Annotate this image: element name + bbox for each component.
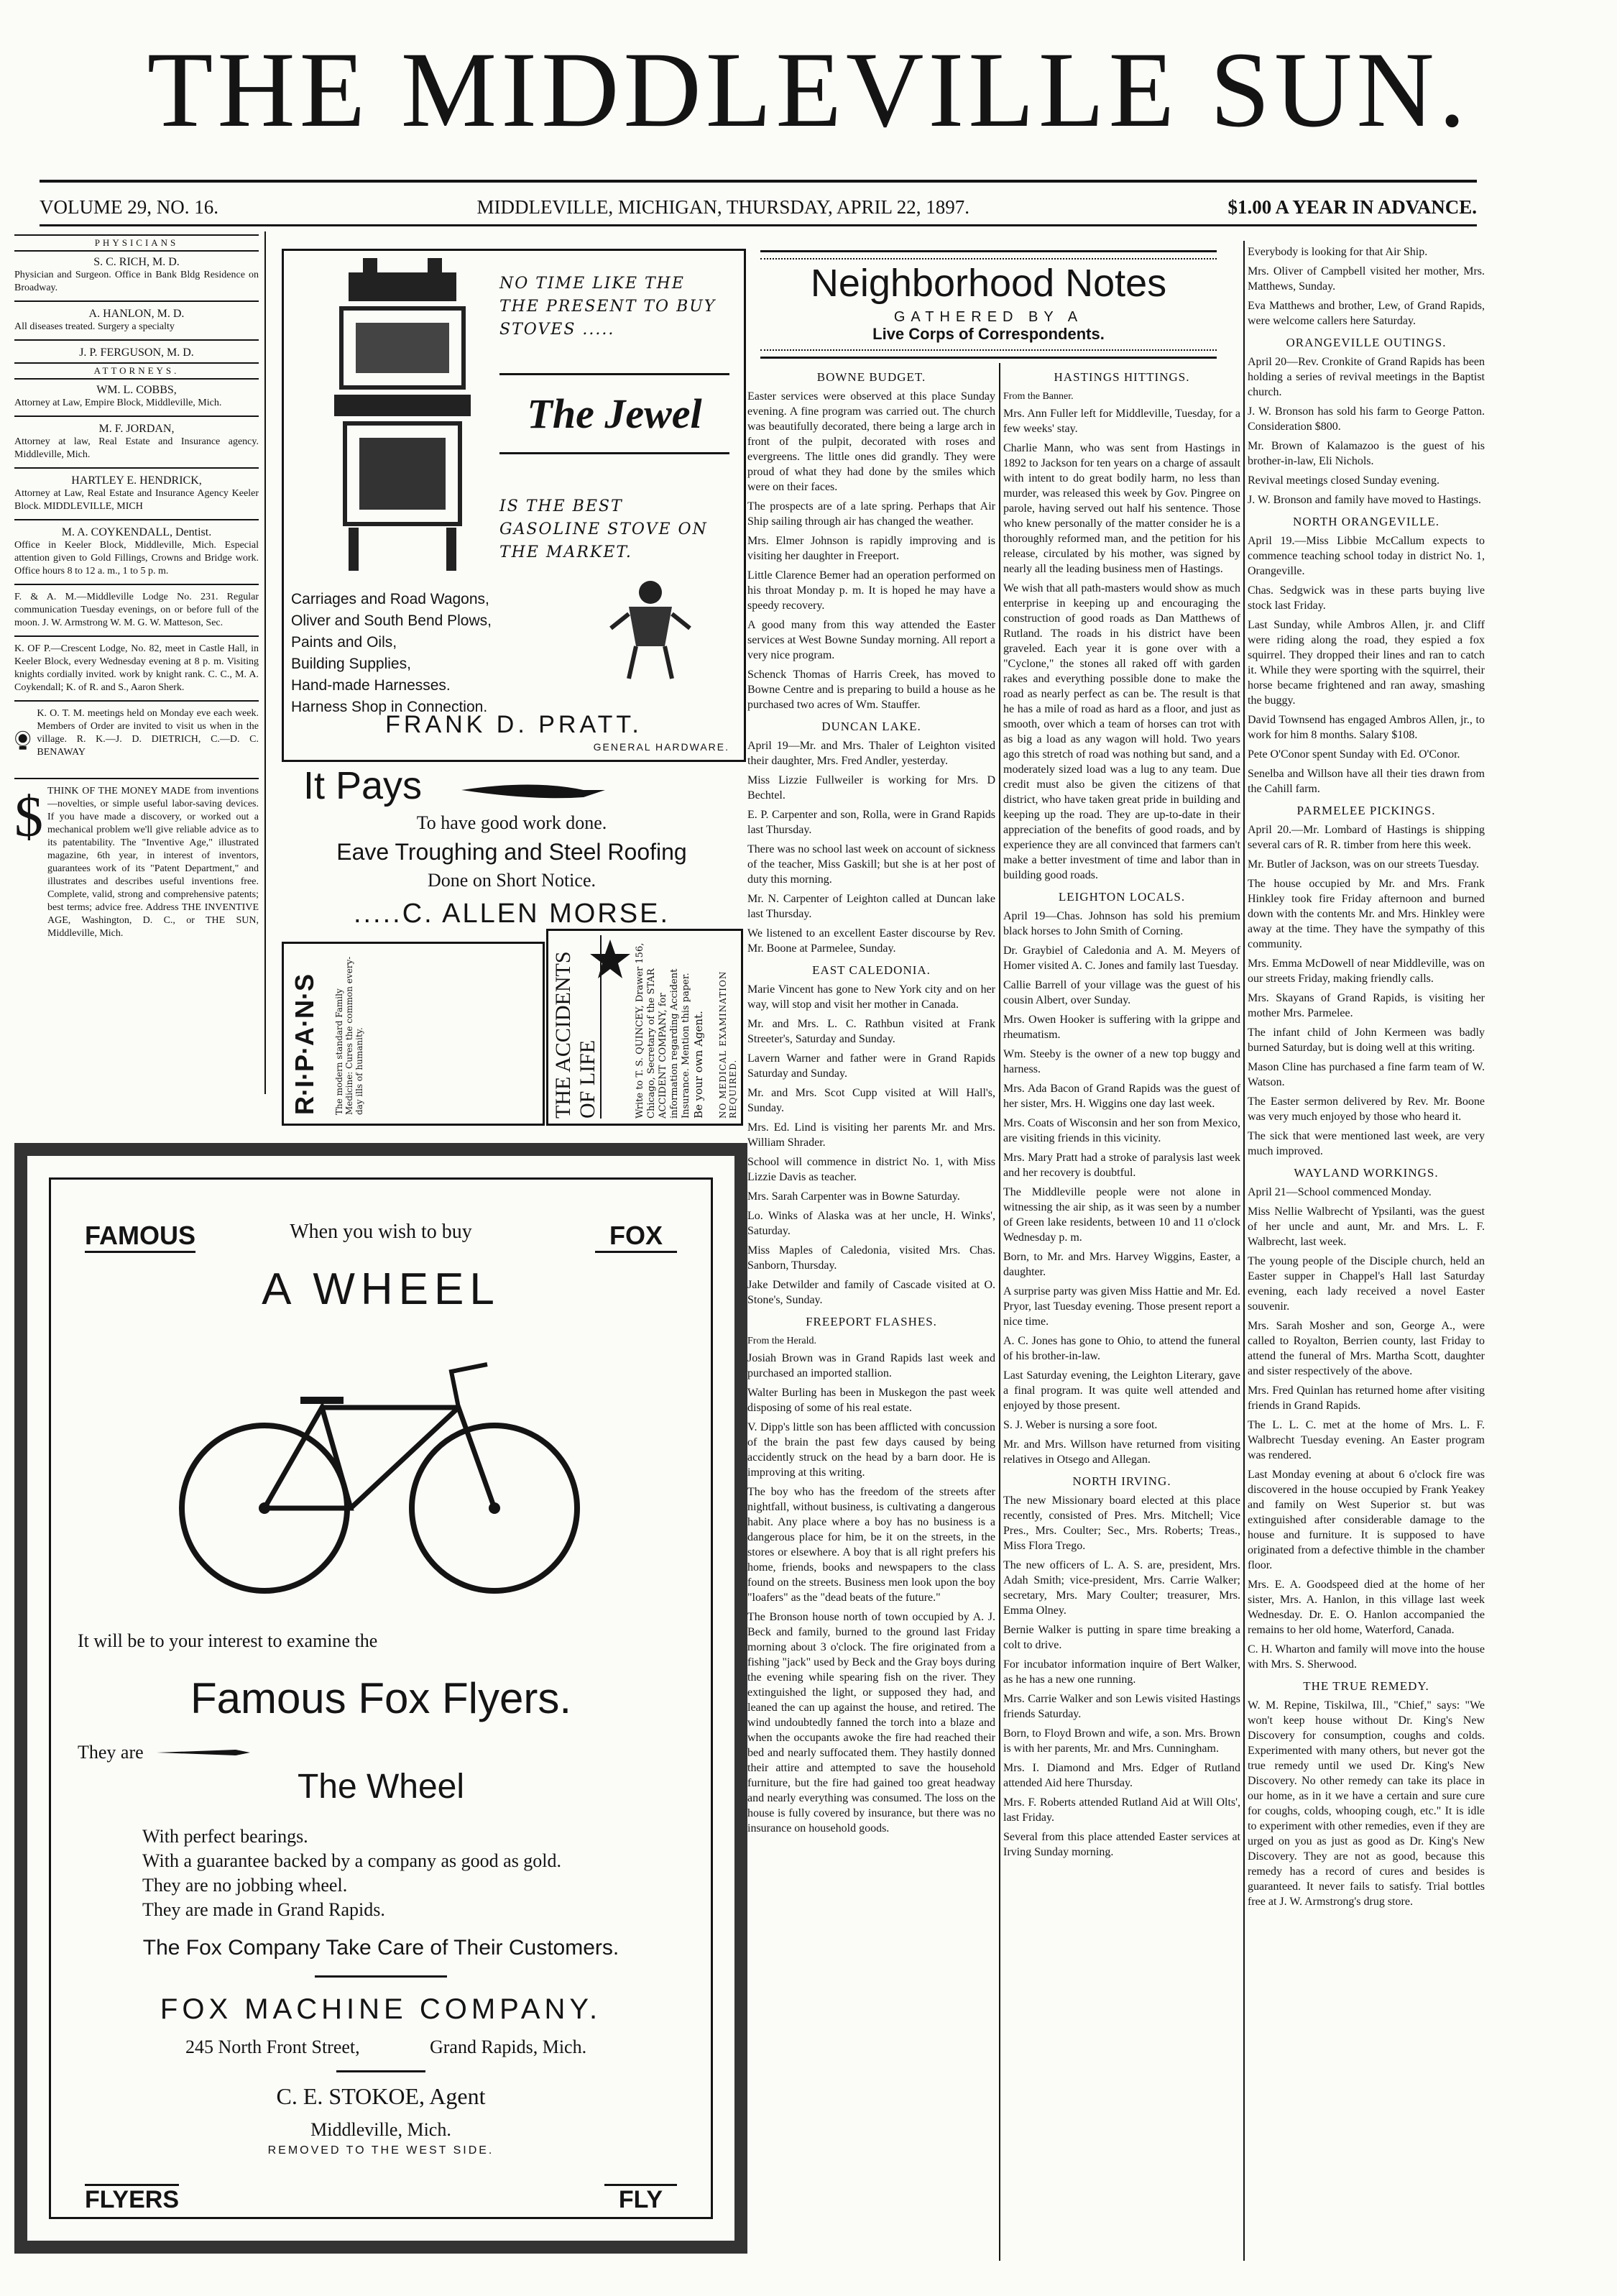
volume-number: VOLUME 29, NO. 16. [40,196,218,218]
paragraph: Mrs. Coats of Wisconsin and her son from Mexico, are visiting friends in this vicinity. [1003,1117,1240,1144]
star-emblem-icon [589,938,632,981]
morse-line-2: Eave Troughing and Steel Roofing [336,839,687,865]
paragraph: Mrs. Ann Fuller left for Middleville, Tuesday, for a few weeks' stay. [1003,408,1240,435]
paragraph: The Middleville people were not alone in witnessing the air ship, as it was seen by a number of Green lake residents, between 10 and 11 o'clock Wednesday p. m. [1003,1186,1240,1244]
the-wheel: The Wheel [297,1768,465,1806]
paragraph: The L. L. C. met at the home of Mrs. L. F. Walbrecht Tuesday evening. An Easter program was rendered. [1248,1419,1485,1461]
paragraph: Mrs. Carrie Walker and son Lewis visited Hastings friends Saturday. [1003,1693,1240,1720]
paragraph: For incubator information inquire of Bert Walker, as he has a new one running. [1003,1658,1240,1686]
source-note: From the Herald. [747,1336,817,1346]
paragraph: Wm. Steeby is the owner of a new top buggy and harness. [1003,1048,1240,1075]
directory-column [14,231,259,1094]
jewel-brand: The Jewel [499,373,729,454]
rich-name: S. C. RICH, M. D. [93,256,180,268]
paragraph: Walter Burling has been in Muskegon the past week disposing of some of his real estate. [747,1387,995,1414]
hendrick-desc: Attorney at Law, Real Estate and Insurance Agency Keeler Block. MIDDLEVILLE, MICH [14,488,259,512]
masthead-rule-top [40,180,1477,183]
heading-parmelee: PARMELEE PICKINGS. [1296,804,1436,817]
news-column-c [1248,244,1485,2261]
ornament-rule [760,349,1217,359]
fox-address: 245 North Front Street, [185,2036,360,2057]
fox-care: The Fox Company Take Care of Their Customers. [142,1936,619,1960]
paragraph: E. P. Carpenter and son, Rolla, were in Grand Rapids last Thursday. [747,809,995,836]
physicians-label: PHYSICIANS [14,234,259,252]
accident-footer: NO MEDICAL EXAMINATION REQUIRED. [718,970,738,1119]
news-column-b [1003,363,1240,2261]
paragraph: Born, to Mr. and Mrs. Harvey Wiggins, Easter, a daughter. [1003,1251,1240,1278]
paragraph: Several from this place attended Easter services at Irving Sunday morning. [1003,1831,1240,1858]
pratt-item: Carriages and Road Wagons, [291,591,489,607]
divider [14,415,259,417]
wheel-features [142,1824,703,1922]
paragraph: Mrs. Ada Bacon of Grand Rapids was the guest of her sister, Mrs. H. Wiggins one day last week. [1003,1083,1240,1110]
paragraph: School will commence in district No. 1, with Miss Lizzie Davis as teacher. [747,1156,995,1183]
ferguson-name: J. P. FERGUSON, M. D. [79,346,194,359]
morse-line-3: Done on Short Notice. [428,870,596,891]
pratt-item: Building Supplies, [291,656,411,672]
fox-agent: C. E. STOKOE, Agent [276,2083,486,2109]
pointer-icon [461,779,605,801]
dollar-sign-icon: $ [14,786,43,849]
ornament-rule [336,2070,425,2072]
divider [14,300,259,302]
paragraph: Mrs. Mary Pratt had a stroke of paralysis last week and her recovery is doubtful. [1003,1152,1240,1179]
paragraph: Mr. Brown of Kalamazoo is the guest of his brother-in-law, Eli Nichols. [1248,440,1485,467]
paragraph: J. W. Bronson has sold his farm to George Patton. Consideration $800. [1248,405,1485,433]
paragraph: A good many from this way attended the Easter services at West Bowne Sunday morning. All report a very nice program. [747,619,995,661]
paragraph: Mrs. Sarah Mosher and son, George A., were called to Royalton, Berrien county, last Friday to attend the funeral of Mrs. Martha Scott, daughter and sister respectively of the above. [1248,1320,1485,1377]
paragraph: Mrs. Fred Quinlan has returned home after visiting friends in Grand Rapids. [1248,1385,1485,1412]
coykendall-desc: Office in Keeler Block, Middleville, Mich. Especial attention given to Gold Fillings, Crowns and Bridge work. Office hours 8 to 12 a. m., 1 to 5 p. m. [14,540,259,577]
paragraph: Last Saturday evening, the Leighton Literary, gave a final program. It was quite well attended and enjoyed by those present. [1003,1369,1240,1412]
column-rule [999,363,1000,2261]
paragraph: Mr. N. Carpenter of Leighton called at Duncan lake last Thursday. [747,893,995,920]
paragraph: The young people of the Disciple church, held an Easter supper in Chappel's Hall last Saturday evening, each lady received a novel Easter souvenir. [1248,1255,1485,1313]
paragraph: A. C. Jones has gone to Ohio, to attend the funeral of his brother-in-law. [1003,1335,1240,1362]
pratt-ad [282,249,746,762]
pratt-items [291,589,600,718]
feature-item: With perfect bearings. [142,1826,308,1847]
fox-removed: REMOVED TO THE WEST SIDE. [267,2144,494,2157]
paragraph: Mr. and Mrs. Scot Cupp visited at Will Hall's, Sunday. [747,1087,995,1114]
money-ad: THINK OF THE MONEY MADE from inventions—novelties, or simple useful labor-saving devices. If you have made a discovery, or worked out a mechanical problem we'll give reliable advice as to its patentability. The "Inventive Age," illustrated magazine, 6th year, in interest of inventors, guarantees work of its "Patent Department," and illustrates and describes useful inventions free. Complete, valid, strong and comprehensive patents; best terms; advice free. Address THE INVENTIVE AGE, Washington, D. C., or THE SUN, Middleville, Mich. [47,786,259,939]
heading-freeport: FREEPORT FLASHES. [806,1315,937,1328]
fox-company: FOX MACHINE COMPANY. [160,1993,602,2025]
divider [14,635,259,637]
divider [14,467,259,469]
ripans-text: The modern standard Family Medicine: Cures the common every-day ills of humanity. [334,956,364,1115]
fox-brand: Famous Fox Flyers. [190,1674,572,1722]
stove-illustration [320,258,485,582]
paragraph: We listened to an excellent Easter discourse by Rev. Mr. Boone at Parmelee, Sunday. [747,927,995,955]
paragraph: Lavern Warner and father were in Grand Rapids Saturday and Sunday. [747,1052,995,1080]
paragraph: V. Dipp's little son has been afflicted with concussion of the brain the past few days caused by being accidently struck on the head by a barn door. He is improving at this writing. [747,1421,995,1479]
pratt-item: Oliver and South Bend Plows, [291,612,492,629]
jordan-desc: Attorney at law, Real Estate and Insurance agency. Middleville, Mich. [14,436,259,460]
money-ad-block [14,785,259,940]
paragraph: Pete O'Conor spent Sunday with Ed. O'Conor. [1248,748,1460,761]
paragraph: Mr. and Mrs. Willson have returned from visiting relatives in Otsego and Allegan. [1003,1438,1240,1466]
kotm-emblem-icon [14,707,31,772]
paragraph: Mason Cline has purchased a fine farm team of W. Watson. [1248,1061,1485,1088]
paragraph: Mrs. Skayans of Grand Rapids, is visiting her mother Mrs. Parmelee. [1248,992,1485,1019]
paragraph: We wish that all path-masters would show as much enterprise in keeping up and encouraging the construction of good roads as Dan Matthews of Rutland. The roads in his district have been graveled. Each year it is gone over with a "Cyclone," the stones all raked off with garden rakes and everything possible done to make the road as nearly perfect as can be. The result is that he has a mile of road as hard as a floor, and just as smooth, over which a team of horses can trot with as big a load as any wagon will hold. Two years ago this stretch of road was nothing but sand, and a moderately sized load was a lug to any team. Due credit must also be given the citizens of that district, who have taken great pride in building and keeping up the road. They are up-to-date in their appreciation of the benefits of good roads, and by experience they are all convinced that farmers can't make a better investment of time and labor than in building good roads. [1003,582,1240,881]
paragraph: Mrs. Ed. Lind is visiting her parents Mr. and Mrs. William Shrader. [747,1121,995,1149]
heading-hastings: HASTINGS HITTINGS. [1054,370,1190,384]
paragraph: April 19—Mr. and Mrs. Thaler of Leighton visited their daughter, Mrs. Fred Andler, yesterday. [747,740,995,767]
paragraph: Callie Barrell of your village was the guest of his cousin Albert, over Sunday. [1003,979,1240,1006]
corner-fox: FOX [595,1221,677,1253]
paragraph: Mrs. Sarah Carpenter was in Bowne Saturday. [747,1190,960,1203]
heading-duncan: DUNCAN LAKE. [821,720,921,733]
divider [14,339,259,341]
wheel-intro: When you wish to buy [290,1221,472,1243]
pratt-sub: GENERAL HARDWARE. [593,741,729,753]
jordan-name: M. F. JORDAN, [98,423,175,435]
paragraph: Chas. Sedgwick was in these parts buying live stock last Friday. [1248,584,1485,612]
paragraph: Easter services were observed at this place Sunday evening. A fine program was carried out. The church was beautifully decorated, there being a large arch in front of the pulpit, decorated with roses and evergreens. The little ones did grandly. They were proud of what they had done by the smiles which were on their faces. [747,390,995,493]
wheel-line-1: It will be to your interest to examine the [78,1630,378,1651]
paragraph: The sick that were mentioned last week, are very much improved. [1248,1130,1485,1157]
paragraph: Dr. Graybiel of Caledonia and A. M. Meyers of Homer visited A. C. Jones and family last Tuesday. [1003,945,1240,972]
paragraph: Mrs. E. A. Goodspeed died at the home of her sister, Mrs. A. Hanlon, in this village last week Wednesday. Dr. E. O. Hanlon accompanied the remains to her old home, Waterford, Canada. [1248,1579,1485,1636]
paragraph: April 21—School commenced Monday. [1248,1186,1432,1198]
divider [14,584,259,585]
paragraph: S. J. Weber is nursing a sore foot. [1003,1419,1158,1431]
corner-fly: FLY [604,2184,677,2214]
paragraph: W. M. Repine, Tiskilwa, Ill., "Chief," says: "We won't keep house without Dr. King's New Discovery for consumption, coughs and colds. Experimented with many others, but never got the true remedy until we used Dr. King's New Discovery. No other remedy can take its place in our home, as in it we have a certain and sure cure for coughs, colds, whooping cough, etc." It is idle to experiment with other remedies, even if they are urged on you as just as good as Dr. King's New Discovery. They are not as good, because this remedy has a record of cures and besides is guaranteed. It never fails to satisfy. Trial bottles free at J. W. Armstrong's drug store. [1248,1699,1485,1908]
paragraph: Last Sunday, while Ambros Allen, jr. and Cliff were riding along the road, they espied a fox squirrel. They dropped their lines and ran to catch it. While they were sporting with the squirrel, their horse became frightened and ran away, smashing the buggy. [1248,619,1485,707]
neighborhood-corps: Live Corps of Correspondents. [872,325,1105,343]
fox-city: Grand Rapids, Mich. [430,2036,587,2057]
masthead-rule-bottom [40,224,1477,226]
stove-tagline: IS THE BEST GASOLINE STOVE ON THE MARKET. [499,497,708,561]
heading-wayland: WAYLAND WORKINGS. [1294,1166,1439,1180]
hendrick-name: HARTLEY E. HENDRICK, [71,474,202,487]
paragraph: A surprise party was given Miss Hattie and Mr. Ed. Pryor, last Tuesday evening. Those present report a nice time. [1003,1285,1240,1328]
morse-ad [282,763,742,936]
paragraph: David Townsend has engaged Ambros Allen, jr., to work for him 8 months. Salary $108. [1248,714,1485,741]
pratt-item: Harness Shop in Connection. [291,699,488,715]
feature-item: They are made in Grand Rapids. [142,1899,385,1920]
news-column-a [747,363,995,2261]
corner-flyers: FLYERS [85,2184,179,2214]
paragraph: Charlie Mann, who was sent from Hastings in 1892 to Jackson for ten years on a charge of assault with intent to do great bodily harm, no less than murder, was released this week by Gov. Pingree on parole, having served out half his sentence. Those who knew personally of the matter consider he is a thoroughly reformed man, and the petition for his release, circulated by his mother, was signed by nearly all the leading business men of Hastings. [1003,442,1240,575]
ripans-brand: R·I·P·A·N·S [290,974,319,1115]
corner-famous: FAMOUS [85,1221,195,1253]
heading-bowne: BOWNE BUDGET. [816,370,926,384]
paragraph: J. W. Bronson and family have moved to Hastings. [1248,494,1481,506]
paragraph: Mrs. Oliver of Campbell visited her mother, Mrs. Matthews, Sunday. [1248,265,1485,293]
morse-merchant: .....C. ALLEN MORSE. [353,899,671,929]
dateline [40,193,1477,221]
bicycle-illustration [157,1343,602,1602]
paragraph: C. H. Wharton and family will move into the house with Mrs. S. Sherwood. [1248,1643,1485,1671]
paragraph: Mr. and Mrs. L. C. Rathbun visited at Frank Streeter's, Saturday and Sunday. [747,1018,995,1045]
wheel-headline: A WHEEL [262,1264,500,1314]
paragraph: April 19—Chas. Johnson has sold his premium black horses to John Smith of Corning. [1003,910,1240,937]
paragraph: Last Monday evening at about 6 o'clock fire was discovered in the house occupied by Frank Yeakey and family on West Superior st. but was extinguished after considerable damage to the house and furniture. It is supposed to have originated from a defective thimble in the chamber floor. [1248,1469,1485,1571]
divider [14,700,259,702]
paragraph: Miss Lizzie Fullweiler is working for Mrs. D Bechtel. [747,774,995,802]
paragraph: The prospects are of a late spring. Perhaps that Air Ship sailing through air has changed the weather. [747,500,995,528]
pratt-item: Paints and Oils, [291,634,397,651]
lodge-fam: F. & A. M.—Middleville Lodge No. 231. Regular communication Tuesday evenings, on or before full of the moon. J. W. Armstrong W. M. G. W. Matteson, Sec. [14,592,259,628]
heading-north-orangeville: NORTH ORANGEVILLE. [1293,515,1439,528]
morse-line-1: To have good work done. [416,812,607,833]
ripans-ad [282,942,545,1126]
it-pays-headline: It Pays [303,764,423,807]
paragraph: The boy who has the freedom of the streets after nightfall, without business, is cultivating a dangerous habit. Any place where a boy has no business is a dangerous place for him, be it on the streets, in the stores or elsewhere. A boy that is all right prefers his home, friends, books and newspapers to the class found on the streets. Business men look upon the boy "loafers" as the "dead beats of the future." [747,1486,995,1604]
scarecrow-illustration [607,574,694,682]
divider [14,778,259,779]
rich-desc: Physician and Surgeon. Office in Bank Bldg Residence on Broadway. [14,270,259,293]
hanlon-name: A. HANLON, M. D. [88,308,185,320]
ornament-rule [760,250,1217,260]
paragraph: Lo. Winks of Alaska was at her uncle, H. Winks', Saturday. [747,1210,995,1237]
paragraph: Revival meetings closed Sunday evening. [1248,474,1440,487]
paragraph: Eva Matthews and brother, Lew, of Grand Rapids, were welcome callers here Saturday. [1248,300,1485,327]
neighborhood-gathered: GATHERED BY A [893,309,1084,325]
lodge-kotm-block [14,707,259,772]
lodge-kp: K. OF P.—Crescent Lodge, No. 82, meet in Castle Hall, in Keeler Block, every Wednesday evening at 8 p. m. Visiting knights cordially invited. work by knight rank. C. C., M. A. Coykendall; K. of R. and S., Aaron Sherk. [14,643,259,693]
paragraph: Mr. Butler of Jackson, was on our streets Tuesday. [1248,858,1480,871]
feature-item: With a guarantee backed by a company as good as gold. [142,1850,562,1871]
pointer-icon [157,1747,250,1758]
accident-title: THE ACCIDENTS OF LIFE [551,935,602,1119]
heading-orangeville: ORANGEVILLE OUTINGS. [1286,336,1447,349]
paragraph: Schenck Thomas of Harris Creek, has moved to Bowne Centre and is preparing to build a house as he purchased two acres of Wm. Stauffer. [747,669,995,711]
paragraph: Born, to Floyd Brown and wife, a son. Mrs. Brown is with her parents, Mr. and Mrs. Cunningham. [1003,1727,1240,1755]
lodge-kotm: K. O. T. M. meetings held on Monday eve each week. Members of Order are invited to visit us when in the village. R. K.—J. D. DIETRICH, C.—D. C. BENAWAY [37,708,259,758]
accident-agent: Be your own Agent. [692,1011,705,1119]
paragraph: The new Missionary board elected at this place recently, consisted of Pres. Mrs. Mitchell; Vice Pres., Mrs. Coulter; Sec., Mrs. Roberts; Treas., Miss Flora Trego. [1003,1494,1240,1552]
pratt-name: FRANK D. PRATT. [385,711,642,738]
heading-north-irving: NORTH IRVING. [1072,1474,1171,1488]
divider [14,519,259,520]
coykendall-name: M. A. COYKENDALL, Dentist. [61,526,212,538]
accident-text: Write to T. S. QUINCEY, Drawer 156, Chicago, Secretary of the STAR ACCIDENT COMPANY, for information regarding Accident Insurance. Mention this paper. [635,942,691,1119]
paragraph: Miss Nellie Walbrecht of Ypsilanti, was the guest of her uncle and aunt, Mr. and Mrs. L. F. Walbrecht, last week. [1248,1206,1485,1248]
paragraph: The infant child of John Kermeen was badly burned Saturday, but is doing well at this writing. [1248,1027,1485,1054]
masthead-title: THE MIDDLEVILLE SUN. [147,30,1470,150]
heading-leighton: LEIGHTON LOCALS. [1058,890,1186,904]
paragraph: Mrs. Emma McDowell of near Middleville, was on our streets Friday, making friendly calls. [1248,958,1485,985]
paragraph: The new officers of L. A. S. are, president, Mrs. Adah Smith; vice-president, Mrs. Carrie Walker; secretary, Mrs. Mary Coulter; treasurer, Mrs. Emma Olney. [1003,1559,1240,1617]
paragraph: Mrs. I. Diamond and Mrs. Edger of Rutland attended Aid here Thursday. [1003,1762,1240,1789]
stove-slogan: NO TIME LIKE THE THE PRESENT TO BUY STOVES ..... [499,275,717,339]
paragraph: April 20.—Mr. Lombard of Hastings is shipping several cars of R. R. timber from here this week. [1248,824,1485,851]
fox-wheel-ad [14,1143,747,2254]
paragraph: Josiah Brown was in Grand Rapids last week and purchased an imported stallion. [747,1352,995,1379]
neighborhood-header [753,244,1224,359]
paragraph: Mrs. F. Roberts attended Rutland Aid at Will Olts', last Friday. [1003,1796,1240,1824]
heading-true-remedy: THE TRUE REMEDY. [1303,1679,1429,1693]
fox-agent-city: Middleville, Mich. [310,2119,451,2140]
column-rule [1243,241,1245,2261]
paragraph: There was no school last week on account of sickness of the teacher, Miss Gaskill; but she is at her post of duty this morning. [747,843,995,886]
paragraph: The house occupied by Mr. and Mrs. Frank Hinkley took fire Friday afternoon and burned down with the contents Mr. and Mrs. Hinkley were away at the time. They have the sympathy of this community. [1248,878,1485,950]
paragraph: Marie Vincent has gone to New York city and on her way, will stop and visit her mother in Canada. [747,983,995,1011]
paragraph: Bernie Walker is putting in spare time breaking a colt to drive. [1003,1624,1240,1651]
paragraph: Everybody is looking for that Air Ship. [1248,246,1428,258]
accident-ad [546,929,743,1126]
subscription-price: $1.00 A YEAR IN ADVANCE. [1227,196,1477,218]
hanlon-desc: All diseases treated. Surgery a specialty [14,321,175,332]
paragraph: April 20—Rev. Cronkite of Grand Rapids has been holding a series of revival meetings in the Baptist church. [1248,356,1485,398]
paragraph: Jake Detwilder and family of Cascade visited at O. Stone's, Sunday. [747,1279,995,1306]
paragraph: Mrs. Elmer Johnson is rapidly improving and is visiting her daughter in Freeport. [747,535,995,562]
paragraph: Mrs. Owen Hooker is suffering with la grippe and rheumatism. [1003,1014,1240,1041]
paragraph: Little Clarence Bemer had an operation performed on his throat Monday p. m. It is hoped he may have a speedy recovery. [747,569,995,612]
feature-item: They are no jobbing wheel. [142,1875,348,1896]
column-rule [264,231,266,1094]
paragraph: Senelba and Willson have all their ties drawn from the Cahill farm. [1248,768,1485,795]
paragraph: Miss Maples of Caledonia, visited Mrs. Chas. Sanborn, Thursday. [747,1244,995,1272]
pratt-item: Hand-made Harnesses. [291,677,451,694]
paragraph: April 19.—Miss Libbie McCallum expects to commence teaching school today in district No. 1, Orangeville. [1248,535,1485,577]
they-are: They are [78,1742,144,1763]
paragraph: The Easter sermon delivered by Rev. Mr. Boone was very much enjoyed by those who heard it. [1248,1096,1485,1123]
neighborhood-title: Neighborhood Notes [810,262,1167,305]
ornament-rule [315,1975,447,1978]
cobbs-name: WM. L. COBBS, [96,384,177,396]
attorneys-label: ATTORNEYS. [14,362,259,380]
source-note: From the Banner. [1003,391,1074,402]
place-date: MIDDLEVILLE, MICHIGAN, THURSDAY, APRIL 22, 1897. [476,196,969,218]
heading-east-caledonia: EAST CALEDONIA. [812,963,931,977]
paragraph: The Bronson house north of town occupied by A. J. Beck and family, burned to the ground last Friday morning about 3 o'clock. The fire originated from a fishing "jack" used by Beck and the Gray boys during the evening while spearing fish on the river. They extinguished the light, or supposed they had, and leaned the can up against the house, and retired. The wind undoubtedly fanned the torch into a blaze and when the occupants awoke the fire had reached their bed and nearly suffocated them. They hastily donned their attire and attempted to save the household furniture, but the fire had gained too great headway and nearly everything was consumed. The loss on the house is fully covered by insurance, but there was no insurance on household goods. [747,1611,995,1834]
cobbs-desc: Attorney at Law, Empire Block, Middleville, Mich. [14,398,222,408]
